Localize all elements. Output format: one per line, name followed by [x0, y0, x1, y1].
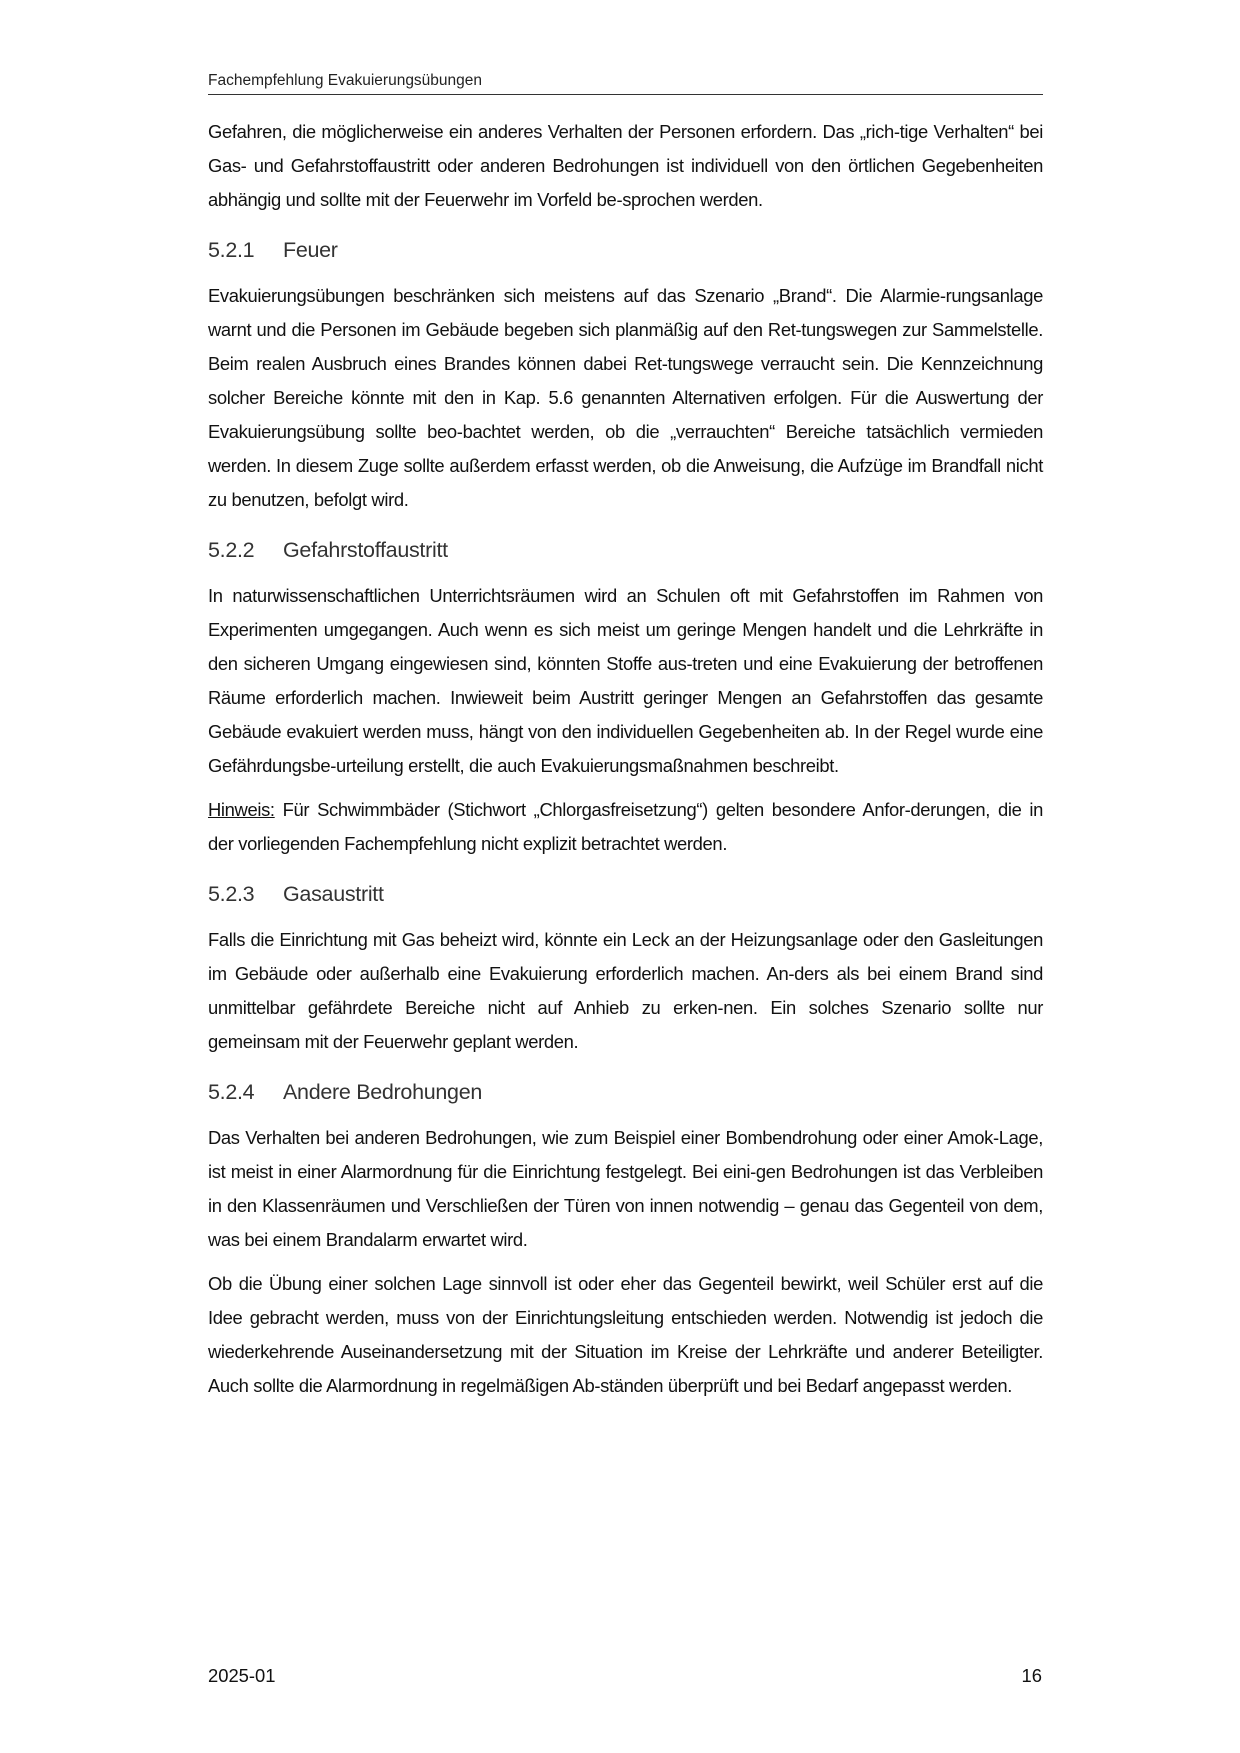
section-heading-5-2-4	[208, 1077, 1043, 1107]
section-title: Andere Bedrohungen	[283, 1080, 483, 1104]
page-number: 16	[1021, 1665, 1042, 1686]
section-title: Gefahrstoffaustritt	[283, 538, 448, 562]
intro-paragraph: Gefahren, die möglicherweise ein anderes Verhalten der Personen erfordern. Das „rich-tige Verhalten“ bei Gas- und Gefahrstoffaustritt oder anderen Bedrohungen ist individuell von den örtlichen Gegebenheiten abhängig und sollte mit der Feuerwehr im Vorfeld be-sprochen werden.	[208, 121, 1043, 210]
section-heading-5-2-1	[208, 235, 1043, 265]
section-heading-5-2-2	[208, 535, 1043, 565]
paragraph: Ob die Übung einer solchen Lage sinnvoll ist oder eher das Gegenteil bewirkt, weil Schüler erst auf die Idee gebracht werden, muss von der Einrichtungsleitung entschieden werden. Notwendig ist jedoch die wiederkehrende Auseinandersetzung mit der Situation im Kreise der Lehrkräfte und anderer Beteiligter. Auch sollte die Alarmordnung in regelmäßigen Ab-ständen überprüft und bei Bedarf angepasst werden.	[208, 1273, 1043, 1396]
section-number: 5.2.1	[208, 238, 255, 262]
note-paragraph	[208, 793, 1043, 861]
section-number: 5.2.3	[208, 882, 255, 906]
paragraph: In naturwissenschaftlichen Unterrichtsräumen wird an Schulen oft mit Gefahrstoffen im Rahmen von Experimenten umgegangen. Auch wenn es sich meist um geringe Mengen handelt und die Lehrkräfte in den sicheren Umgang eingewiesen sind, könnten Stoffe aus-treten und eine Evakuierung der betroffenen Räume erforderlich machen. Inwieweit beim Austritt geringer Mengen an Gefahrstoffen das gesamte Gebäude evakuiert werden muss, hängt von den individuellen Gegebenheiten ab. In der Regel wurde eine Gefährdungsbe-urteilung erstellt, die auch Evakuierungsmaßnahmen beschreibt.	[208, 585, 1043, 776]
footer-date: 2025-01	[208, 1665, 276, 1686]
section-heading-5-2-3	[208, 879, 1043, 909]
note-text: Für Schwimmbäder (Stichwort „Chlorgasfreisetzung“) gelten besondere Anfor-derungen, die in der vorliegenden Fachempfehlung nicht explizit betrachtet werden.	[208, 799, 1043, 854]
section-number: 5.2.2	[208, 538, 255, 562]
section-number: 5.2.4	[208, 1080, 255, 1104]
section-title: Feuer	[283, 238, 338, 262]
section-title: Gasaustritt	[283, 882, 384, 906]
document-body	[208, 115, 1043, 1413]
paragraph: Evakuierungsübungen beschränken sich meistens auf das Szenario „Brand“. Die Alarmie-rungsanlage warnt und die Personen im Gebäude begeben sich planmäßig auf den Ret-tungswegen zur Sammelstelle. Beim realen Ausbruch eines Brandes können dabei Ret-tungswege verraucht sein. Die Kennzeichnung solcher Bereiche könnte mit den in Kap. 5.6 genannten Alternativen erfolgen. Für die Auswertung der Evakuierungsübung sollte beo-bachtet werden, ob die „verrauchten“ Bereiche tatsächlich vermieden werden. In diesem Zuge sollte außerdem erfasst werden, ob die Anweisung, die Aufzüge im Brandfall nicht zu benutzen, befolgt wird.	[208, 285, 1043, 510]
running-header: Fachempfehlung Evakuierungsübungen	[208, 72, 1043, 95]
paragraph: Das Verhalten bei anderen Bedrohungen, wie zum Beispiel einer Bombendrohung oder einer Amok-Lage, ist meist in einer Alarmordnung für die Einrichtung festgelegt. Bei eini-gen Bedrohungen ist das Verbleiben in den Klassenräumen und Verschließen der Türen von innen notwendig – genau das Gegenteil von dem, was bei einem Brandalarm erwartet wird.	[208, 1127, 1043, 1250]
paragraph: Falls die Einrichtung mit Gas beheizt wird, könnte ein Leck an der Heizungsanlage oder den Gasleitungen im Gebäude oder außerhalb eine Evakuierung erforderlich machen. An-ders als bei einem Brand sind unmittelbar gefährdete Bereiche nicht auf Anhieb zu erken-nen. Ein solches Szenario sollte nur gemeinsam mit der Feuerwehr geplant werden.	[208, 929, 1043, 1052]
note-label: Hinweis:	[208, 799, 275, 820]
